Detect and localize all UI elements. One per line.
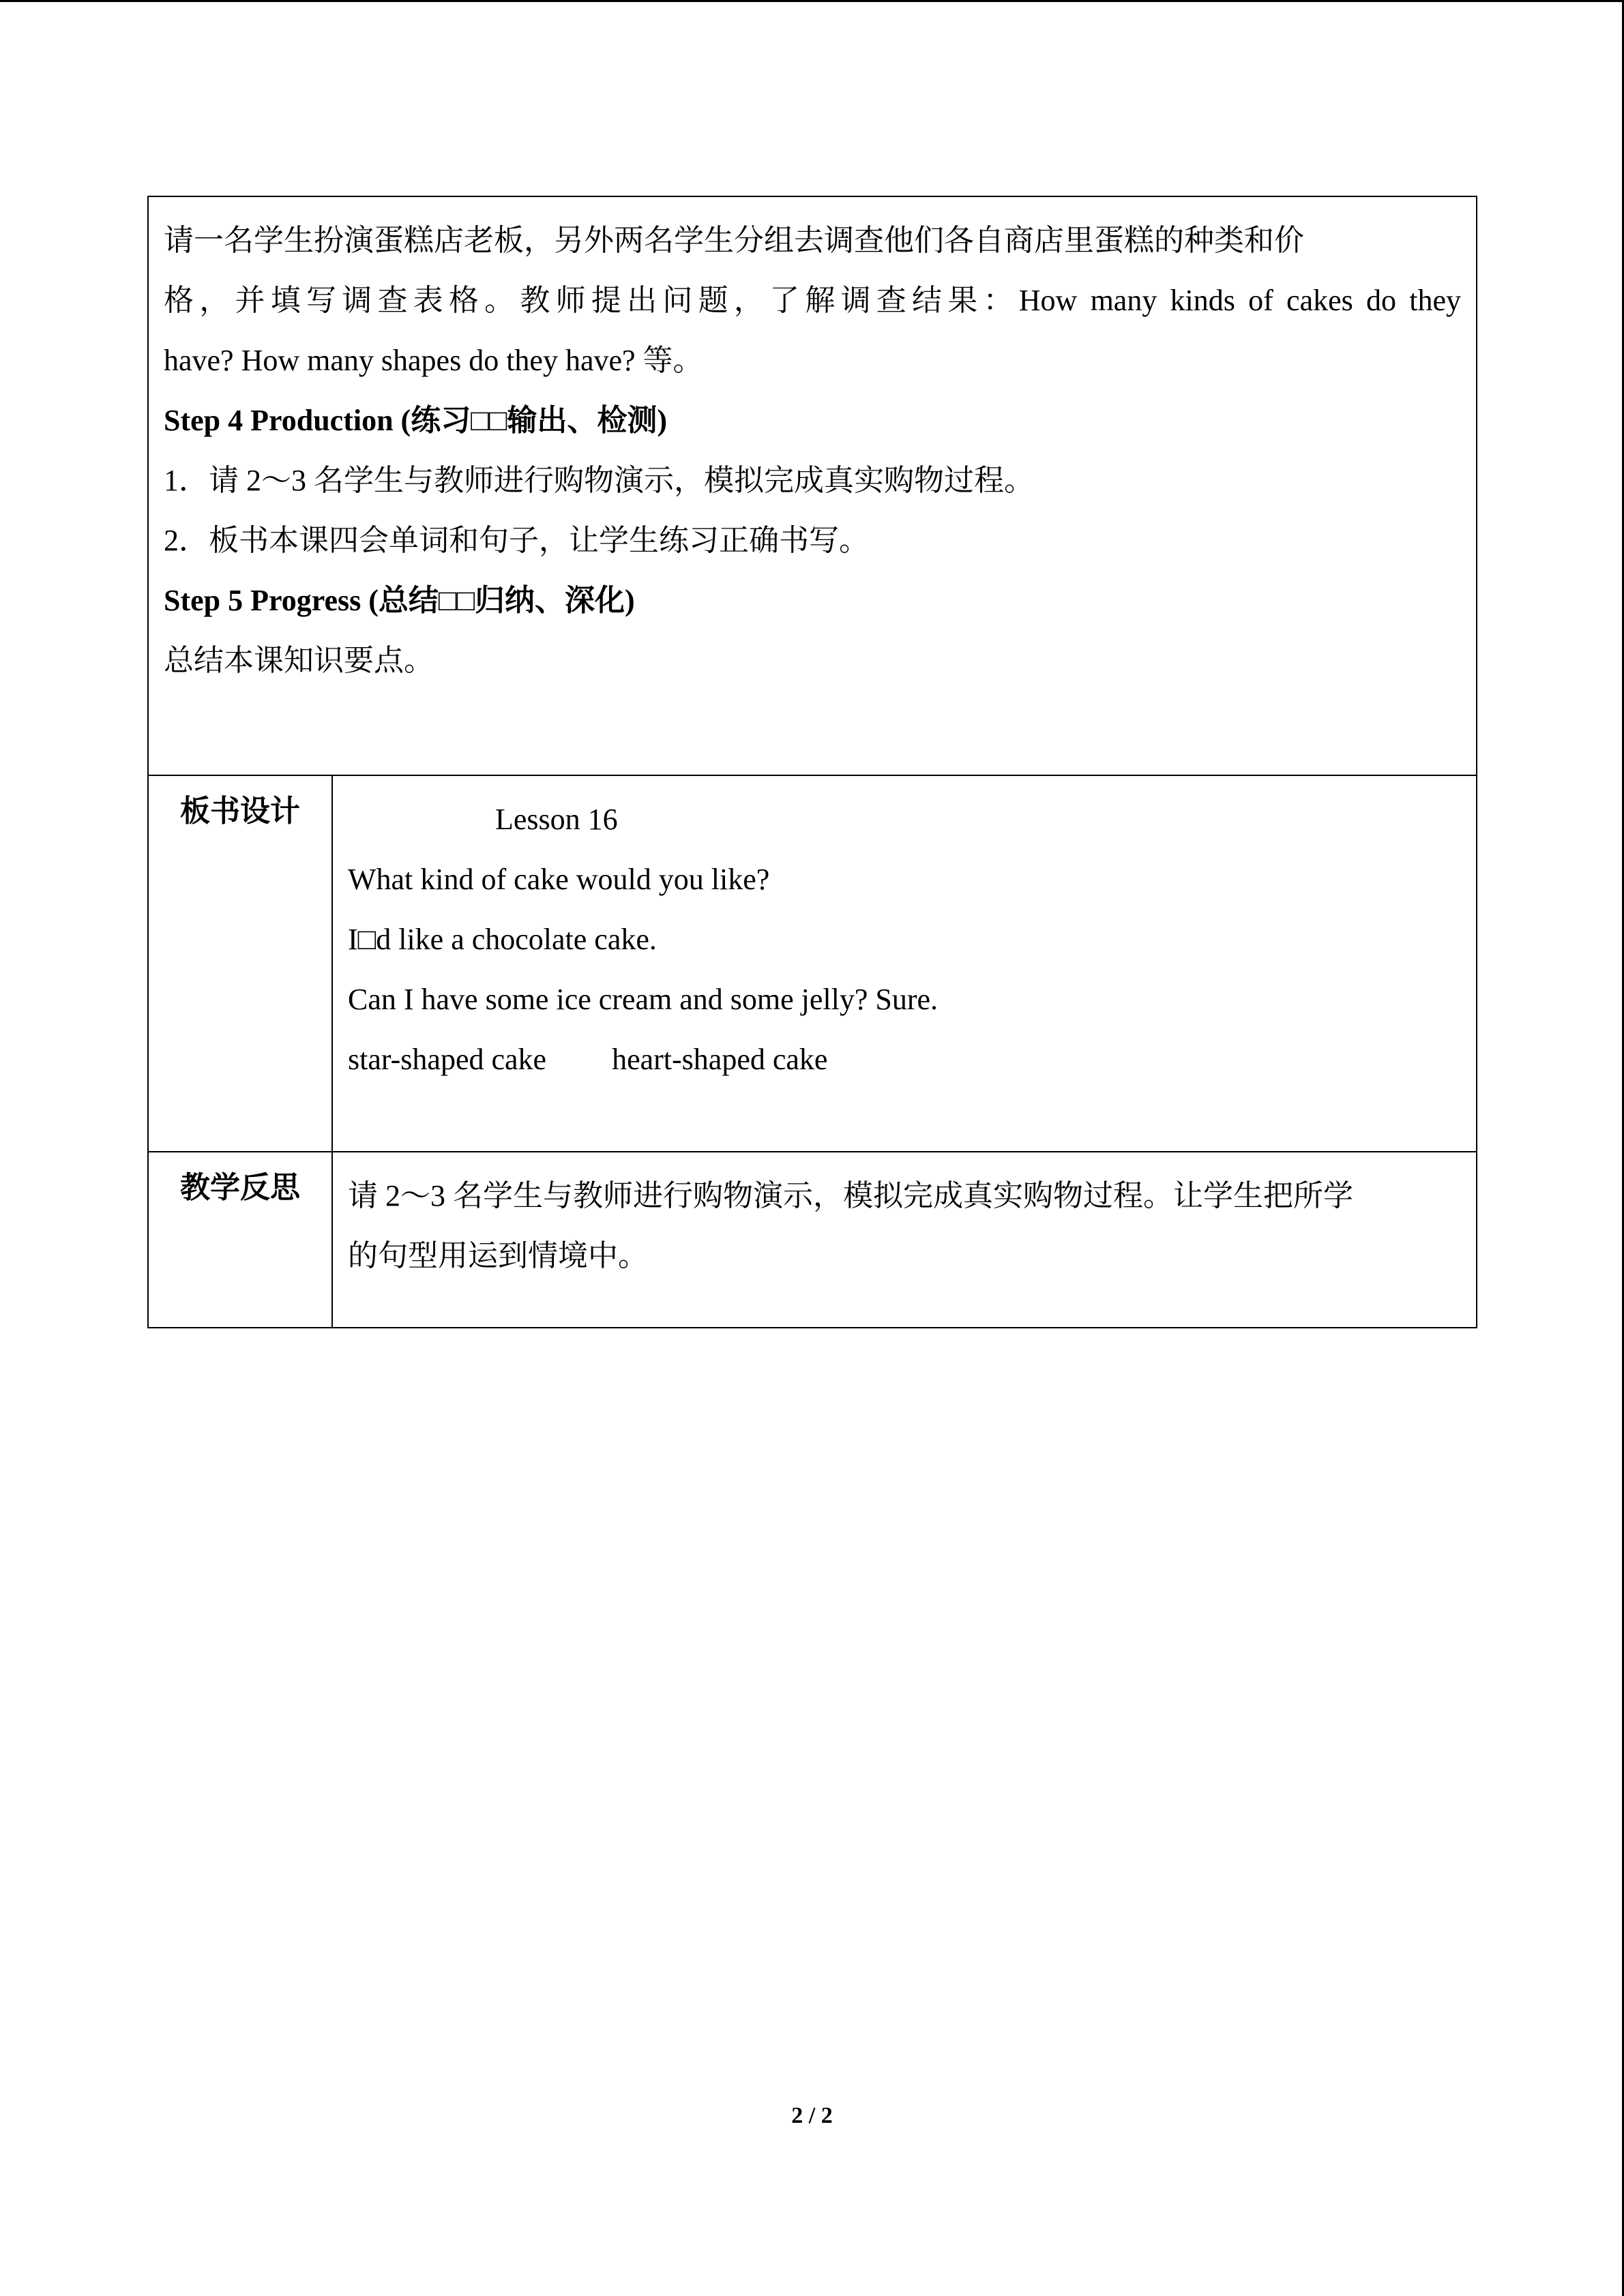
board-sentence: I□d like a chocolate cake. bbox=[348, 923, 657, 956]
board-design-label: 板书设计 bbox=[148, 775, 332, 1152]
process-paragraph-line: 格，并填写调查表格。教师提出问题，了解调查结果：How many kinds of cakes do they bbox=[164, 284, 1461, 317]
step5-heading: Step 5 Progress (总结□□归纳、深化) bbox=[164, 584, 635, 617]
process-paragraph-line: have? How many shapes do they have? 等。 bbox=[164, 344, 703, 377]
page-number: 2 / 2 bbox=[791, 2103, 833, 2128]
process-cell bbox=[148, 196, 1477, 775]
reflection-line: 请 2～3 名学生与教师进行购物演示，模拟完成真实购物过程。让学生把所学 bbox=[348, 1179, 1353, 1212]
board-lesson-title: Lesson 16 bbox=[495, 803, 618, 836]
process-row bbox=[148, 196, 1477, 775]
step4-item: 2．板书本课四会单词和句子，让学生练习正确书写。 bbox=[164, 524, 869, 557]
board-sentence: What kind of cake would you like? bbox=[348, 863, 770, 896]
board-design-row bbox=[148, 775, 1477, 1152]
reflection-content bbox=[332, 1152, 1477, 1328]
step4-heading: Step 4 Production (练习□□输出、检测) bbox=[164, 404, 668, 437]
board-design-content bbox=[332, 775, 1477, 1152]
board-sentence: Can I have some ice cream and some jelly? Sure. bbox=[348, 983, 939, 1016]
board-word: heart-shaped cake bbox=[612, 1043, 828, 1076]
step4-item: 1．请 2～3 名学生与教师进行购物演示，模拟完成真实购物过程。 bbox=[164, 464, 1034, 497]
board-word: star-shaped cake bbox=[348, 1043, 547, 1076]
reflection-line: 的句型用运到情境中。 bbox=[348, 1239, 648, 1272]
step5-text: 总结本课知识要点。 bbox=[164, 644, 434, 677]
process-paragraph-line: 请一名学生扮演蛋糕店老板，另外两名学生分组去调查他们各自商店里蛋糕的种类和价 bbox=[164, 224, 1304, 257]
board-vocabulary bbox=[348, 1030, 1461, 1090]
reflection-row bbox=[148, 1152, 1477, 1328]
lesson-plan-table bbox=[147, 196, 1477, 1328]
reflection-label: 教学反思 bbox=[148, 1152, 332, 1328]
page-border-top bbox=[0, 0, 1624, 2]
